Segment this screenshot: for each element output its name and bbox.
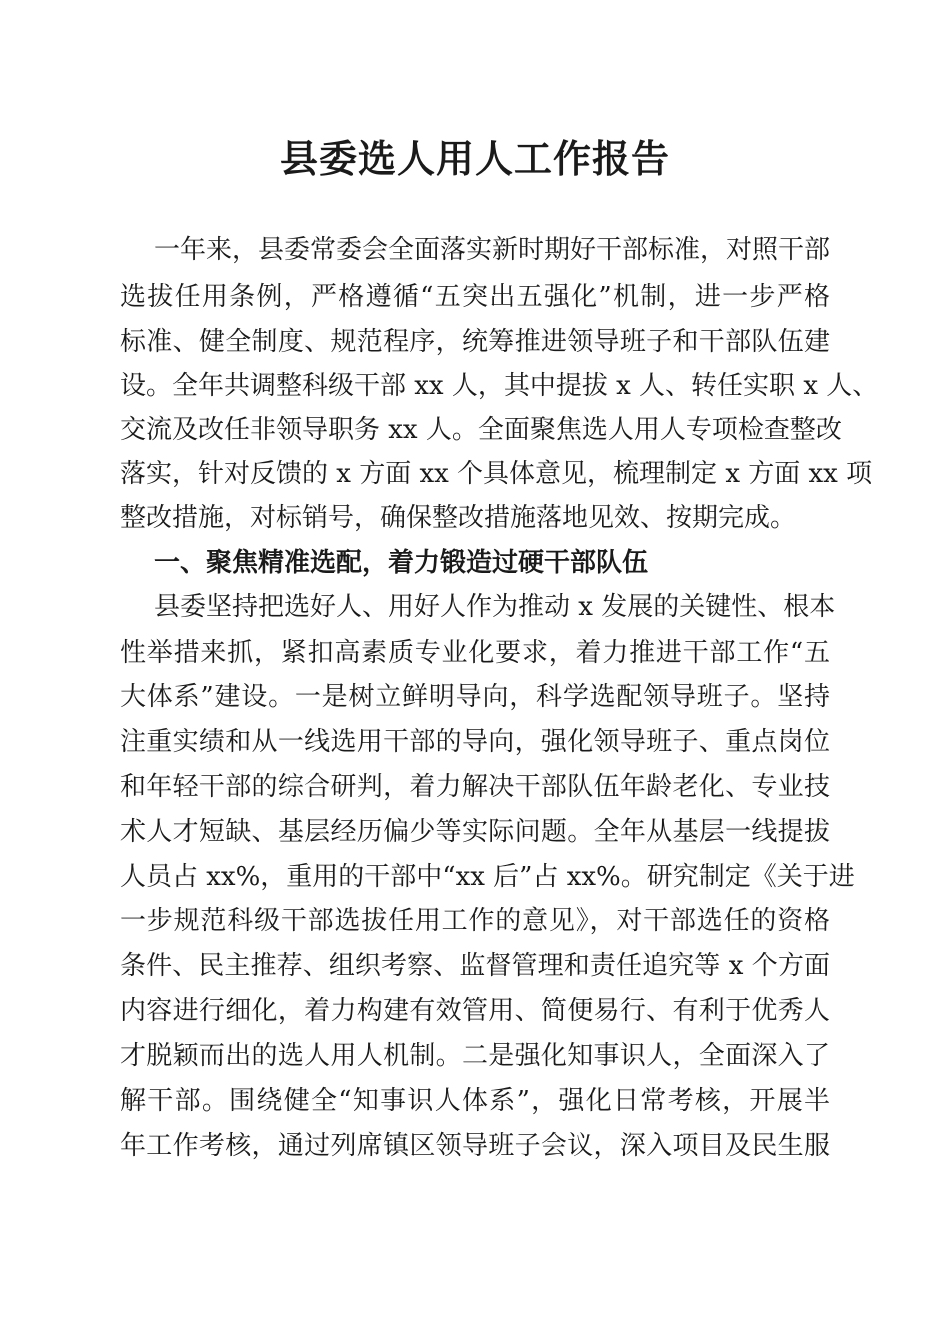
body-line-2: 性举措来抓，紧扣高素质专业化要求，着力推进干部工作“五 [120, 638, 830, 668]
body-line-1: 县委坚持把选好人、用好人作为推动 x 发展的关键性、根本 [154, 592, 836, 622]
body-line-13: 年工作考核，通过列席镇区领导班子会议，深入项目及民生服 [120, 1131, 830, 1161]
body-line-7: 人员占 xx%，重用的干部中“xx 后”占 xx%。研究制定《关于进 [120, 862, 855, 892]
body-line-3: 大体系”建设。一是树立鲜明导向，科学选配领导班子。坚持 [120, 682, 830, 712]
page-title: 县委选人用人工作报告 [279, 137, 670, 181]
body-line-10: 内容进行细化，着力构建有效管用、简便易行、有利于优秀人 [120, 996, 830, 1026]
body-line-12: 解干部。围绕健全“知事识人体系”，强化日常考核，开展半 [120, 1086, 830, 1116]
intro-line-6: 落实，针对反馈的 x 方面 xx 个具体意见，梳理制定 x 方面 xx 项 [120, 459, 873, 489]
body-line-8: 一步规范科级干部选拔任用工作的意见》，对干部选任的资格 [120, 906, 830, 936]
body-line-5: 和年轻干部的综合研判，着力解决干部队伍年龄老化、专业技 [120, 772, 830, 802]
intro-line-4: 设。全年共调整科级干部 xx 人，其中提拔 x 人、转任实职 x 人、 [120, 371, 879, 401]
body-line-4: 注重实绩和从一线选用干部的导向，强化领导班子、重点岗位 [120, 727, 830, 757]
intro-line-7: 整改措施，对标销号，确保整改措施落地见效、按期完成。 [120, 503, 797, 533]
body-line-9: 条件、民主推荐、组织考察、监督管理和责任追究等 x 个方面 [120, 951, 830, 981]
intro-line-3: 标准、健全制度、规范程序，统筹推进领导班子和干部队伍建 [120, 327, 830, 357]
body-line-6: 术人才短缺、基层经历偏少等实际问题。全年从基层一线提拔 [120, 817, 830, 847]
body-line-11: 才脱颖而出的选人用人机制。二是强化知事识人，全面深入了 [120, 1041, 830, 1071]
intro-line-1: 一年来，县委常委会全面落实新时期好干部标准，对照干部 [154, 235, 831, 265]
intro-line-5: 交流及改任非领导职务 xx 人。全面聚焦选人用人专项检查整改 [120, 415, 842, 445]
intro-line-2: 选拔任用条例，严格遵循“五突出五强化”机制，进一步严格 [120, 282, 830, 312]
section-heading: 一、聚焦精准选配，着力锻造过硬干部队伍 [154, 548, 649, 578]
